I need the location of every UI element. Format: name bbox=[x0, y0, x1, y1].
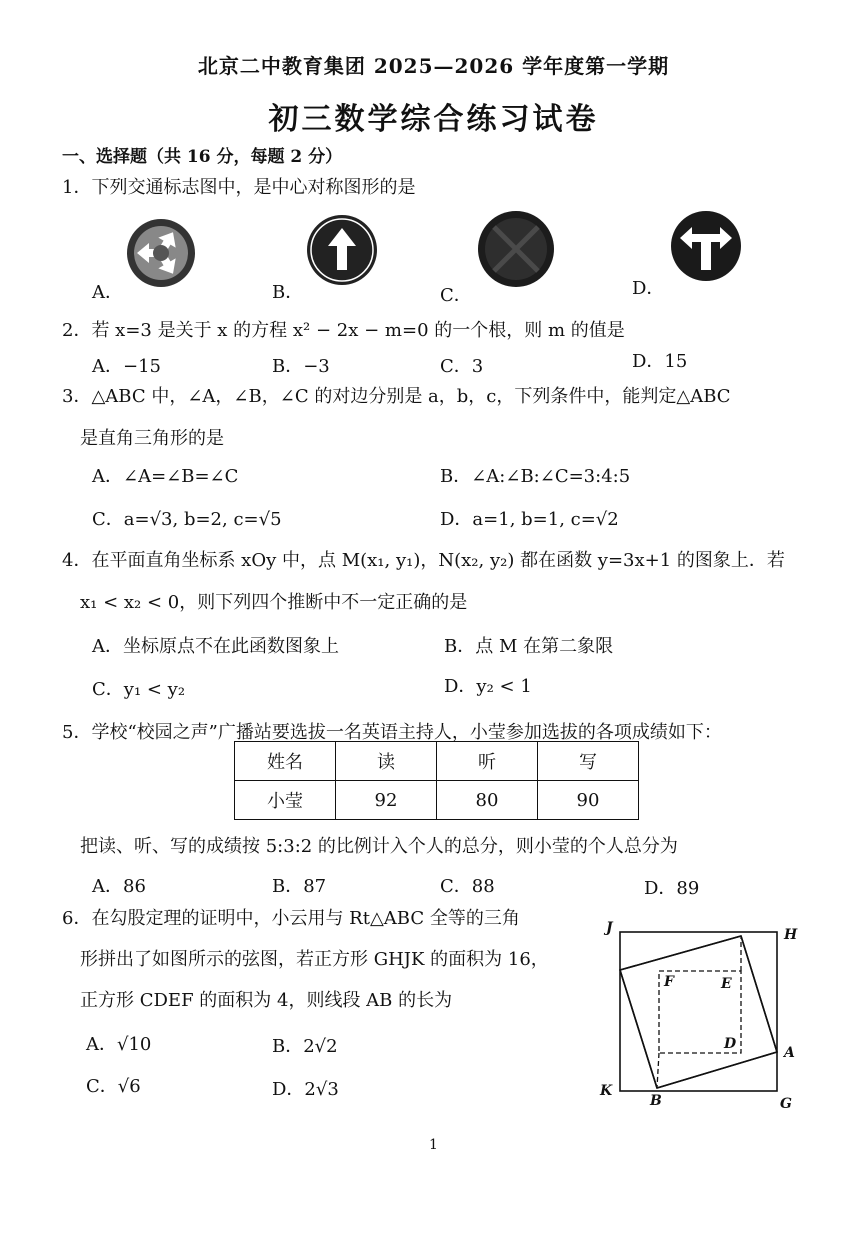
figure-label-g: G bbox=[780, 1096, 792, 1110]
table-header-cell: 写 bbox=[538, 742, 639, 781]
page-number: 1 bbox=[429, 1137, 438, 1153]
table-header-cell: 姓名 bbox=[235, 742, 336, 781]
exam-header-school: 北京二中教育集团 2025—2026 学年度第一学期 bbox=[197, 54, 670, 78]
q5-option-a: A．86 bbox=[92, 876, 146, 897]
q5-option-d: D．89 bbox=[644, 878, 700, 899]
pythagorean-diagram bbox=[596, 918, 806, 1110]
q1-option-b: B． bbox=[272, 282, 304, 303]
figure-label-e: E bbox=[721, 976, 732, 992]
q3-option-d: D．a=1, b=1, c=√2 bbox=[440, 509, 619, 530]
q2-option-c: C．3 bbox=[440, 356, 484, 377]
table-cell: 80 bbox=[437, 781, 538, 820]
outer-square-ghjk bbox=[620, 932, 777, 1091]
figure-label-k: K bbox=[600, 1083, 613, 1099]
q4-option-b: B．点 M 在第二象限 bbox=[444, 636, 614, 657]
question-5-stem-after: 把读、听、写的成绩按 5:3:2 的比例计入个人的总分，则小莹的个人总分为 bbox=[80, 836, 678, 857]
left-right-turn-sign-icon bbox=[670, 210, 742, 282]
q2-option-b: B．−3 bbox=[272, 356, 330, 377]
q1-option-c: C． bbox=[440, 285, 472, 306]
table-cell: 90 bbox=[538, 781, 639, 820]
question-4-stem-line1: 4．在平面直角坐标系 xOy 中，点 M(x₁, y₁)，N(x₂, y₂) 都在函数 y=3x+1 的图象上．若 bbox=[62, 550, 785, 571]
question-3-stem-line1: 3．△ABC 中，∠A，∠B，∠C 的对边分别是 a，b，c，下列条件中，能判定△ABC bbox=[62, 386, 731, 407]
q5-option-b: B．87 bbox=[272, 876, 327, 897]
score-table bbox=[234, 741, 639, 820]
figure-label-d: D bbox=[724, 1036, 737, 1052]
q6-option-a: A．√10 bbox=[86, 1034, 152, 1055]
table-header-cell: 听 bbox=[437, 742, 538, 781]
figure-label-f: F bbox=[664, 974, 674, 990]
q4-option-d: D．y₂ < 1 bbox=[444, 676, 532, 697]
question-2-stem: 2．若 x=3 是关于 x 的方程 x² − 2x − m=0 的一个根，则 m 的值是 bbox=[62, 320, 625, 341]
q4-option-c: C．y₁ < y₂ bbox=[92, 679, 186, 700]
question-5-stem: 5．学校“校园之声”广播站要选拔一名英语主持人，小莹参加选拔的各项成绩如下： bbox=[62, 722, 722, 743]
q1-option-a: A． bbox=[92, 282, 123, 303]
exam-title: 初三数学综合练习试卷 bbox=[268, 102, 599, 137]
question-4-stem-line2: x₁ < x₂ < 0，则下列四个推断中不一定正确的是 bbox=[80, 592, 468, 613]
table-row bbox=[235, 781, 639, 820]
inner-tilted-square bbox=[620, 936, 777, 1088]
figure-label-a: A bbox=[784, 1045, 795, 1061]
q1-option-d: D． bbox=[632, 278, 665, 299]
straight-ahead-sign-icon bbox=[306, 214, 378, 286]
q2-option-a: A．−15 bbox=[92, 356, 161, 377]
q5-option-c: C．88 bbox=[440, 876, 495, 897]
figure-label-h: H bbox=[784, 927, 798, 943]
q6-option-c: C．√6 bbox=[86, 1076, 141, 1097]
q6-option-b: B．2√2 bbox=[272, 1036, 338, 1057]
table-header-row bbox=[235, 742, 639, 781]
q3-option-c: C．a=√3, b=2, c=√5 bbox=[92, 509, 282, 530]
question-6-stem-line3: 正方形 CDEF 的面积为 4，则线段 AB 的长为 bbox=[80, 990, 453, 1011]
table-cell: 92 bbox=[336, 781, 437, 820]
figure-label-j: J bbox=[606, 920, 613, 936]
no-stopping-sign-icon bbox=[477, 210, 555, 288]
table-header-cell: 读 bbox=[336, 742, 437, 781]
table-cell: 小莹 bbox=[235, 781, 336, 820]
question-6-stem-line2: 形拼出了如图所示的弦图，若正方形 GHJK 的面积为 16， bbox=[80, 949, 549, 970]
q2-option-d: D．15 bbox=[632, 351, 688, 372]
figure-label-b: B bbox=[650, 1093, 662, 1109]
question-1-stem: 1．下列交通标志图中，是中心对称图形的是 bbox=[62, 177, 416, 198]
q3-option-b: B．∠A:∠B:∠C=3:4:5 bbox=[440, 466, 631, 487]
question-6-stem-line1: 6．在勾股定理的证明中，小云用与 Rt△ABC 全等的三角 bbox=[62, 908, 520, 929]
section-title: 一、选择题（共 16 分，每题 2 分） bbox=[62, 147, 343, 167]
q4-option-a: A．坐标原点不在此函数图象上 bbox=[92, 636, 339, 657]
roundabout-sign-icon bbox=[125, 217, 197, 289]
q3-option-a: A．∠A=∠B=∠C bbox=[92, 466, 239, 487]
q6-option-d: D．2√3 bbox=[272, 1079, 339, 1100]
question-3-stem-line2: 是直角三角形的是 bbox=[80, 428, 224, 449]
